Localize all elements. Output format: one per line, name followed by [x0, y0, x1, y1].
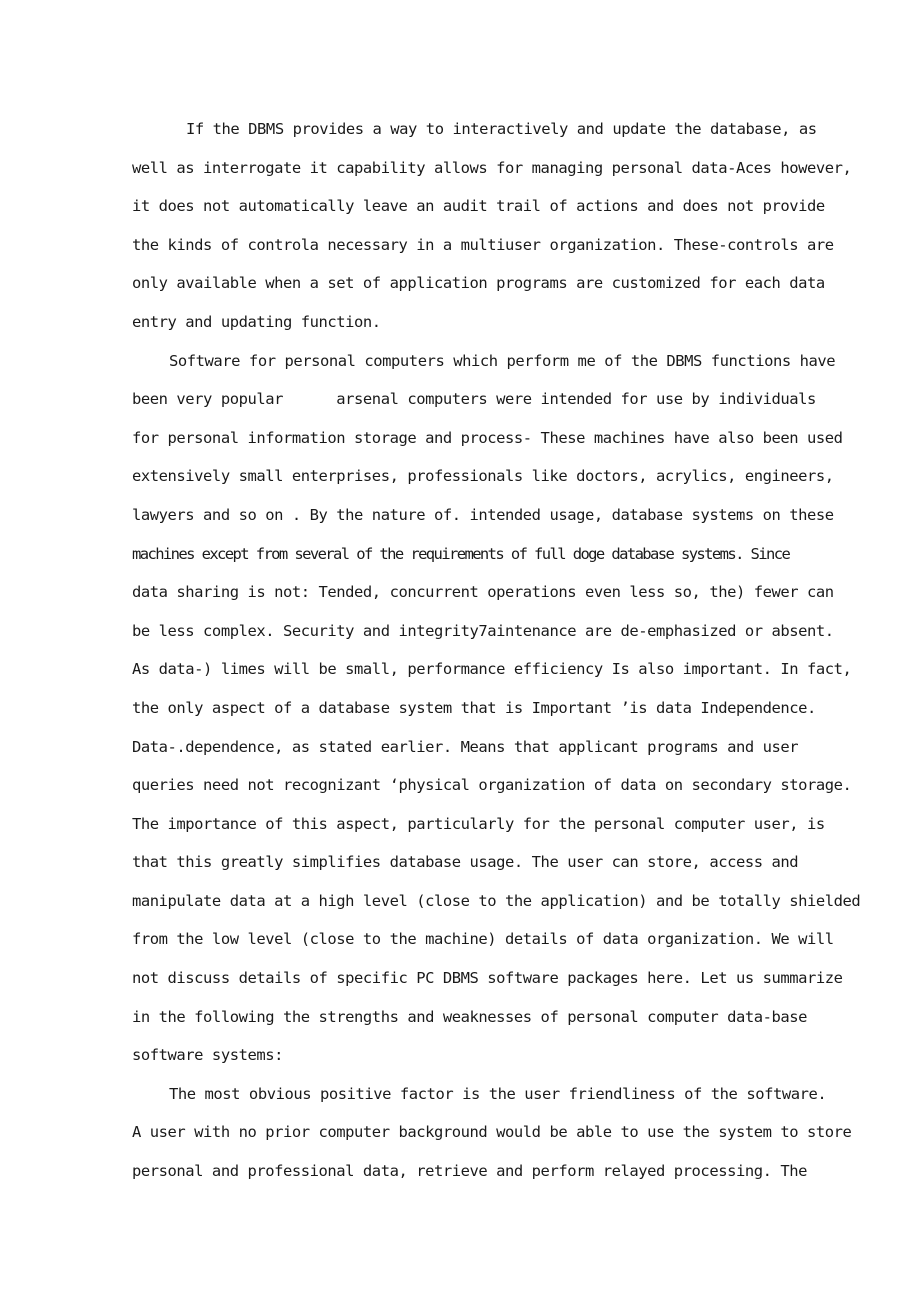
- paragraph-line: well as interrogate it capability allows for managing personal data-Aces however,: [132, 158, 852, 177]
- paragraph-line: A user with no prior computer background would be able to use the system to store: [132, 1123, 852, 1142]
- paragraph-line: manipulate data at a high level (close to the application) and be totally shielded: [132, 891, 861, 910]
- paragraph-line: for personal information storage and process- These machines have also been used: [132, 428, 843, 447]
- paragraph-line: personal and professional data, retrieve and perform relayed processing. The: [132, 1162, 808, 1181]
- paragraph-line: As data-) limes will be small, performance efficiency Is also important. In fact,: [132, 660, 852, 679]
- paragraph-line: Data-.dependence, as stated earlier. Means that applicant programs and user: [132, 737, 799, 756]
- paragraph-line: that this greatly simplifies database usage. The user can store, access and: [132, 853, 799, 872]
- paragraph-line: data sharing is not: Tended, concurrent operations even less so, the) fewer can: [132, 583, 834, 602]
- paragraph-line: extensively small enterprises, professionals like doctors, acrylics, engineers,: [132, 467, 834, 486]
- paragraph-line: the only aspect of a database system that is Important ’is data Independence.: [132, 698, 816, 717]
- paragraph-line: Software for personal computers which perform me of the DBMS functions have: [169, 351, 836, 370]
- paragraph-line: machines except from several of the requirements of full doge database systems. Since: [132, 544, 790, 563]
- paragraph-line: software systems:: [132, 1046, 283, 1065]
- paragraph-line: If the DBMS provides a way to interactively and update the database, as: [186, 120, 817, 138]
- paragraph-line: it does not automatically leave an audit trail of actions and does not provide: [132, 197, 825, 216]
- body-text: [132, 110, 877, 1191]
- paragraph-line: The importance of this aspect, particularly for the personal computer user, is: [132, 814, 825, 833]
- paragraph-line: not discuss details of specific PC DBMS software packages here. Let us summarize: [132, 969, 843, 988]
- paragraph-line: lawyers and so on . By the nature of. intended usage, database systems on these: [132, 505, 834, 524]
- paragraph-line: The most obvious positive factor is the user friendliness of the software.: [169, 1084, 827, 1103]
- paragraph-line: been very popular arsenal computers were intended for use by individuals: [132, 390, 816, 409]
- paragraph-line: from the low level (close to the machine) details of data organization. We will: [132, 930, 834, 949]
- paragraph-line: in the following the strengths and weaknesses of personal computer data-base: [132, 1007, 808, 1026]
- paragraph-line: only available when a set of application programs are customized for each data: [132, 274, 825, 293]
- paragraph-line: the kinds of controla necessary in a multiuser organization. These-controls are: [132, 235, 834, 254]
- paragraph-line: entry and updating function.: [132, 312, 381, 331]
- paragraph-line: be less complex. Security and integrity7aintenance are de-emphasized or absent.: [132, 621, 834, 640]
- paragraph-line: queries need not recognizant ‘physical organization of data on secondary storage.: [132, 776, 852, 795]
